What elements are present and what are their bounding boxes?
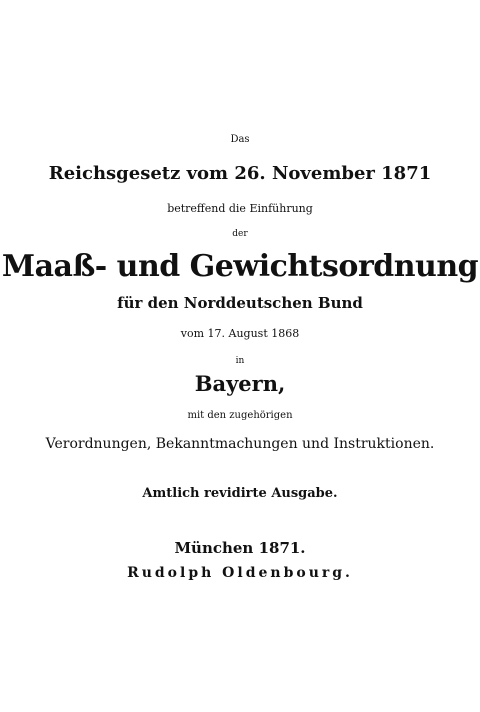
place-year: München 1871.: [174, 539, 306, 557]
article-der: der: [232, 229, 248, 239]
jurisdiction-line: für den Norddeutschen Bund: [117, 294, 363, 312]
main-title: Maaß- und Gewichtsordnung: [1, 249, 479, 284]
supplement-intro: mit den zugehörigen: [187, 410, 293, 421]
state-name: Bayern,: [194, 371, 286, 396]
intro-article: Das: [230, 134, 250, 145]
edition-note: Amtlich revidirte Ausgabe.: [142, 486, 338, 501]
publisher: Rudolph Oldenbourg.: [127, 565, 353, 581]
law-title: Reichsgesetz vom 26. November 1871: [48, 163, 432, 184]
supplement-list: Verordnungen, Bekanntmachungen und Instruktionen.: [45, 436, 435, 452]
subject-line: betreffend die Einführung: [167, 202, 313, 215]
date-line: vom 17. August 1868: [180, 327, 300, 340]
preposition-in: in: [235, 356, 245, 366]
